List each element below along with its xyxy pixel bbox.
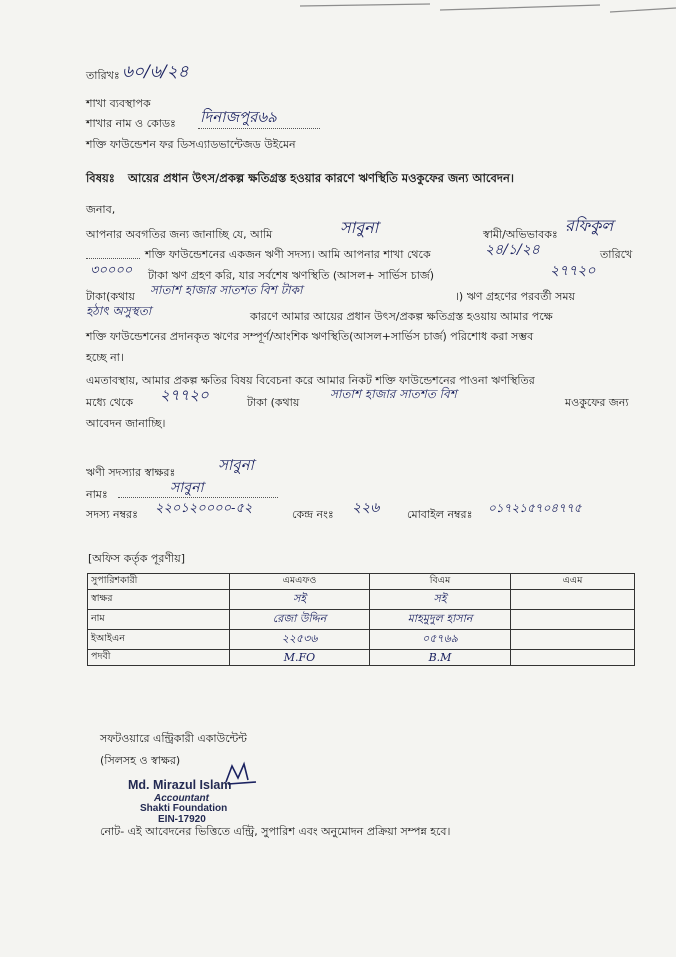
outstanding-amount: ২৭৭২০	[550, 263, 596, 279]
p2-line2-b: টাকা (কথায়	[247, 396, 300, 409]
salutation: জনাব,	[86, 203, 116, 216]
row-label: পদবী	[88, 650, 230, 666]
p1-line3-a: টাকা ঋণ গ্রহণ করি, যার সর্বশেষ ঋণস্থিতি (আসল+ সার্ভিস চার্জ)	[148, 269, 435, 282]
bm-signature: সই	[370, 590, 511, 610]
mobile-label: মোবাইল নম্বরঃ	[407, 508, 473, 521]
member-signature-label: ঋণী সদস্যার স্বাক্ষরঃ	[86, 466, 176, 479]
applicant-name: সাবুনা	[340, 218, 379, 237]
office-caption: [অফিস কর্তৃক পূরণীয়]	[88, 552, 185, 565]
mfo-ein: ২২৫৩৬	[230, 630, 370, 650]
branch-name-label: শাখার নাম ও কোডঃ	[86, 117, 176, 130]
mfo-signature: সই	[230, 590, 370, 610]
office-table	[87, 573, 635, 666]
p1-line5-value: হঠাৎ অসুস্থতা	[86, 304, 152, 318]
am-designation	[511, 650, 635, 666]
office-header-row	[88, 574, 635, 590]
note: নোট- এই আবেদনের ভিত্তিতে এন্ট্রি, সুপারিশ এবং অনুমোদন প্রক্রিয়া সম্পন্ন হবে।	[100, 825, 451, 838]
table-row	[88, 650, 635, 666]
table-row	[88, 590, 635, 610]
member-no: ২২০১২০০০০-৫২	[155, 501, 253, 516]
member-name-dots	[118, 497, 278, 498]
p2-line2-c: মওকুফের জন্য	[565, 396, 629, 409]
center-no: ২২৬	[352, 500, 380, 516]
row-label: নাম	[88, 610, 230, 630]
p1-line1-b: স্বামী/অভিভাবকঃ	[483, 228, 558, 241]
waive-words: সাতাশ হাজার সাতশত বিশ	[330, 387, 457, 401]
office-header-cell: এমএফও	[230, 574, 370, 590]
accountant-line1: সফটওয়ারে এন্ট্রিকারী একাউন্টেন্ট	[100, 732, 247, 745]
table-row	[88, 610, 635, 630]
am-signature	[511, 590, 635, 610]
guardian-name: রফিকুল	[565, 216, 614, 235]
branch-manager-label: শাখা ব্যবস্থাপক	[86, 97, 151, 110]
member-no-label: সদস্য নম্বরঃ	[86, 508, 138, 521]
p2-line2-a: মধ্যে থেকে	[86, 396, 134, 409]
member-name-label: নামঃ	[86, 488, 108, 501]
date-value: ৬০/৬/২৪	[122, 62, 189, 82]
loan-date: ২৪/১/২৪	[485, 242, 540, 258]
am-ein	[511, 630, 635, 650]
stamp-org: Shakti Foundation	[140, 803, 228, 814]
date-label: তারিখঃ	[86, 69, 120, 82]
row-label: ইআইএন	[88, 630, 230, 650]
outstanding-words: সাতাশ হাজার সাতশত বিশ টাকা	[150, 283, 303, 297]
loan-amount: ৩০০০০	[90, 263, 133, 278]
p1-line6: শক্তি ফাউন্ডেশনের প্রদানকৃত ঋণের সম্পূর্ণ/আংশিক ঋণস্থিতি(আসল+সার্ভিস চার্জ) পরিশোধ করা সম্ভব	[86, 330, 534, 343]
bm-ein: ০৫৭৬৯	[370, 630, 511, 650]
p1-line7: হচ্ছে না।	[86, 351, 124, 364]
subject-label: বিষয়ঃ	[86, 171, 115, 185]
mobile-no: ০১৭২১৫৭০৪৭৭৫	[488, 501, 582, 515]
center-label: কেন্দ্র নংঃ	[292, 508, 334, 521]
p1-line4-b: ।) ঋণ গ্রহণের পরবর্তী সময়	[455, 290, 575, 303]
table-row	[88, 630, 635, 650]
bm-designation: B.M	[370, 650, 511, 666]
office-header-cell: সুপারিশকারী	[88, 574, 230, 590]
bm-name: মাহমুদুল হাসান	[370, 610, 511, 630]
p2-line1: এমতাবস্থায়, আমার প্রকল্প ক্ষতির বিষয় বিবেচনা করে আমার নিকট শক্তি ফাউন্ডেশনের পাওনা ঋণস্থিতির	[86, 374, 535, 387]
p1-line2-dots	[86, 258, 140, 259]
top-edge-marks	[0, 0, 676, 40]
waive-amount: ২৭৭২০	[160, 386, 209, 404]
stamp-ein: EIN-17920	[158, 814, 206, 825]
p1-line1-a: আপনার অবগতির জন্য জানাচ্ছি যে, আমি	[86, 228, 273, 241]
row-label: স্বাক্ষর	[88, 590, 230, 610]
office-header-cell: বিএম	[370, 574, 511, 590]
member-name: সাবুনা	[170, 480, 204, 496]
mfo-designation: M.FO	[230, 650, 370, 666]
am-name	[511, 610, 635, 630]
stamp-title: Accountant	[154, 793, 209, 804]
org-name: শক্তি ফাউন্ডেশন ফর ডিসএ্যাডভান্টেজড উইমেন	[86, 138, 296, 151]
stamp-name: Md. Mirazul Islam	[128, 778, 232, 792]
p1-line4-a: টাকা(কথায়	[86, 290, 135, 303]
mfo-name: রেজা উদ্দিন	[230, 610, 370, 630]
p1-line2-a: শক্তি ফাউন্ডেশনের একজন ঋণী সদস্য। আমি আপনার শাখা থেকে	[145, 248, 431, 261]
accountant-line2: (সিলসহ ও স্বাক্ষর)	[100, 754, 181, 767]
subject-text: আয়ের প্রধান উৎস/প্রকল্প ক্ষতিগ্রস্ত হওয়ার কারণে ঋণস্থিতি মওকুফের জন্য আবেদন।	[128, 171, 514, 185]
member-signature: সাবুনা	[218, 456, 254, 474]
branch-name-value: দিনাজপুর৬৯	[200, 108, 277, 126]
p2-line3: আবেদন জানাচ্ছি।	[86, 417, 166, 430]
branch-name-dots	[198, 128, 320, 129]
p1-line5-a: কারণে আমার আয়ের প্রধান উৎস/প্রকল্প ক্ষতিগ্রস্ত হওয়ায় আমার পক্ষে	[250, 310, 553, 323]
p1-line2-b: তারিখে	[600, 248, 633, 261]
office-header-cell: এএম	[511, 574, 635, 590]
